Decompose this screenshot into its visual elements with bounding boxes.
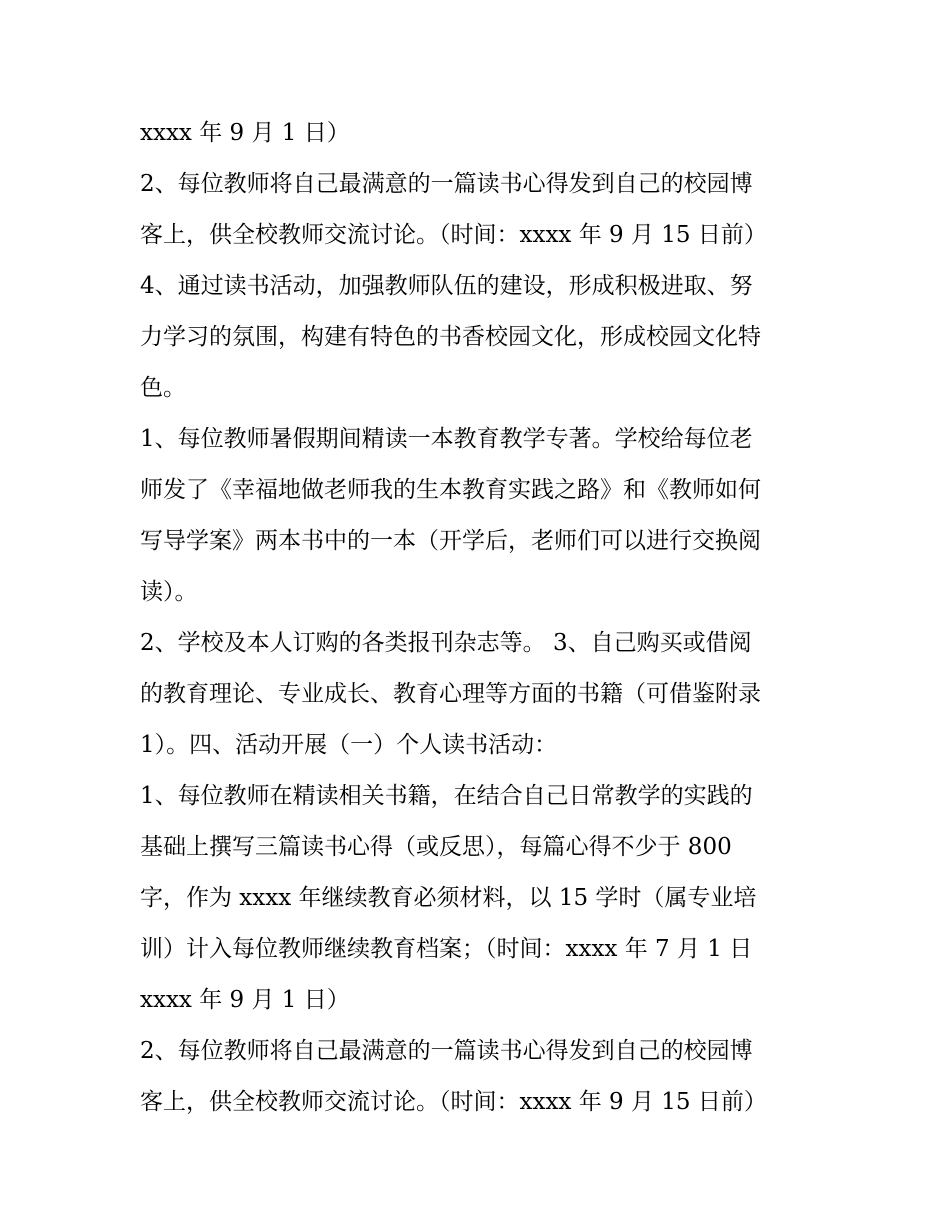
text-line: 2、每位教师将自己最满意的一篇读书心得发到自己的校园博	[140, 1038, 753, 1064]
text-line: 1、每位教师暑假期间精读一本教育教学专著。学校给每位老	[140, 426, 753, 452]
text-line: 字，作为 xxxx 年继续教育必须材料，以 15 学时（属专业培	[140, 885, 757, 911]
text-line: 2、学校及本人订购的各类报刊杂志等。 3、自己购买或借阅	[140, 630, 752, 656]
document-body	[140, 108, 830, 1128]
text-line: xxxx 年 9 月 1 日）	[140, 987, 350, 1013]
text-line: 客上，供全校教师交流讨论。（时间：xxxx 年 9 月 15 日前）	[140, 1089, 767, 1115]
text-line: xxxx 年 9 月 1 日）	[140, 120, 350, 146]
text-line: 2、每位教师将自己最满意的一篇读书心得发到自己的校园博	[140, 171, 753, 197]
text-line: 客上，供全校教师交流讨论。（时间：xxxx 年 9 月 15 日前）	[140, 222, 767, 248]
text-line: 4、通过读书活动，加强教师队伍的建设，形成积极进取、努	[140, 273, 753, 299]
text-line: 的教育理论、专业成长、教育心理等方面的书籍（可借鉴附录	[140, 681, 761, 707]
text-line: 1）。四、活动开展（一）个人读书活动：	[140, 732, 558, 758]
text-line: 写导学案》两本书中的一本（开学后，老师们可以进行交换阅	[140, 528, 761, 554]
text-line: 色。	[140, 375, 186, 401]
text-line: 训）计入每位教师继续教育档案；（时间：xxxx 年 7 月 1 日	[140, 936, 753, 962]
text-line: 读）。	[140, 579, 198, 605]
text-line: 力学习的氛围，构建有特色的书香校园文化，形成校园文化特	[140, 324, 761, 350]
text-line: 师发了《幸福地做老师我的生本教育实践之路》和《教师如何	[140, 477, 761, 503]
text-line: 1、每位教师在精读相关书籍，在结合自己日常教学的实践的	[140, 783, 753, 809]
text-line: 基础上撰写三篇读书心得（或反思），每篇心得不少于 800	[140, 834, 732, 860]
